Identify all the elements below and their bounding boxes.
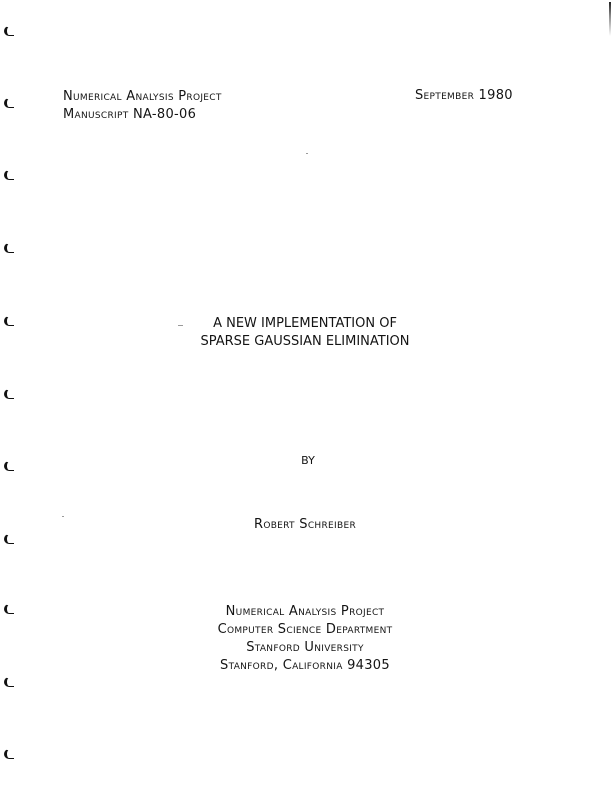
binder-hole-mark [4, 604, 14, 614]
author-name: Robert Schreiber [253, 517, 357, 532]
affiliation-line-3: Stanford University [246, 640, 364, 655]
scan-speck [62, 516, 64, 517]
binder-hole-mark [4, 170, 14, 180]
binder-hole-mark [4, 316, 14, 326]
binder-hole-mark [4, 534, 14, 544]
binder-hole-mark [4, 26, 14, 36]
affiliation-line-2: Computer Science Department [217, 622, 393, 637]
binder-hole-mark [4, 461, 14, 471]
binder-hole-mark [4, 749, 14, 759]
binder-hole-mark [4, 243, 14, 253]
title-line-2: SPARSE GAUSSIAN ELIMINATION [200, 334, 410, 349]
binder-hole-mark [4, 389, 14, 399]
title-line-1: A NEW IMPLEMENTATION OF [213, 316, 397, 331]
binder-hole-mark [4, 677, 14, 687]
byline: BY [301, 454, 315, 467]
project-label: Numerical Analysis Project [63, 89, 222, 104]
date-label: September 1980 [415, 88, 513, 103]
scan-edge-mark [609, 2, 611, 36]
binder-hole-mark [4, 98, 14, 108]
manuscript-number: Manuscript NA-80-06 [63, 107, 197, 122]
scan-speck [306, 153, 308, 154]
affiliation-line-1: Numerical Analysis Project [225, 604, 385, 619]
affiliation-line-4: Stanford, California 94305 [220, 658, 390, 673]
